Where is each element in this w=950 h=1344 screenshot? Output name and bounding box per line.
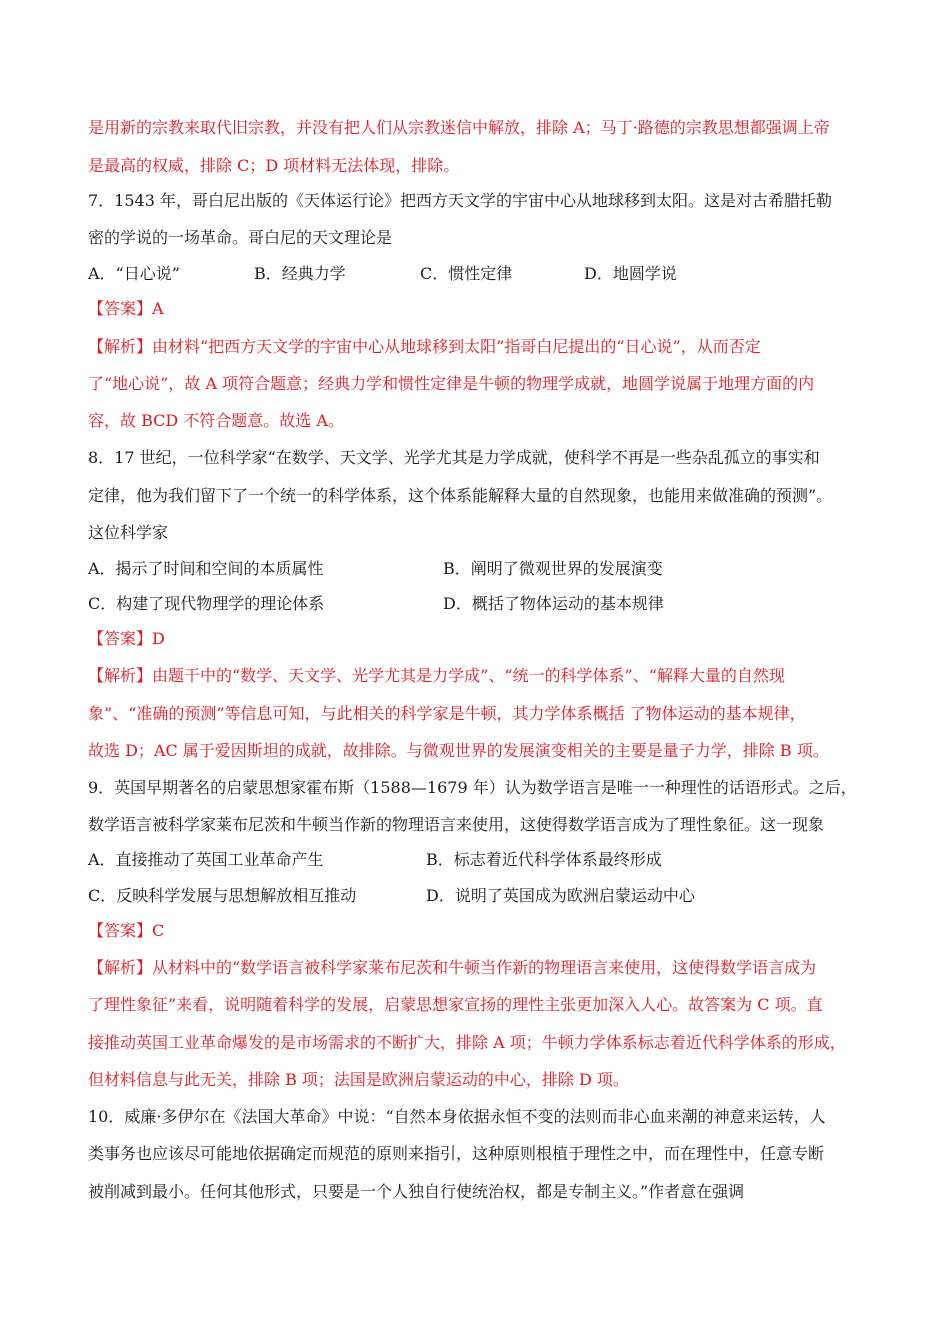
q8-option-b: B．阐明了微观世界的发展演变 [443,559,663,578]
q8-stem-line-3: 这位科学家 [88,523,169,542]
q7-answer: 【答案】A [88,299,164,318]
q9-option-a: A．直接推动了英国工业革命产生 [88,850,324,869]
q8-answer: 【答案】D [88,629,165,648]
q7-option-b: B．经典力学 [254,264,346,283]
q8-stem-line-1: 8．17 世纪，一位科学家“在数学、天文学、光学尤其是力学成就，使科学不再是一些杂乱孤立的事实和 [88,448,820,467]
q9-option-b: B．标志着近代科学体系最终形成 [426,850,662,869]
q8-analysis-line-2: 象”、“准确的预测”等信息可知，与此相关的科学家是牛顿，其力学体系概括 了物体运动的基本规律， [88,704,806,723]
q8-option-d: D．概括了物体运动的基本规律 [443,594,664,613]
prev-analysis-line-1: 是用新的宗教来取代旧宗教，并没有把人们从宗教迷信中解放，排除 A；马丁·路德的宗教思想都强调上帝 [88,118,830,137]
q8-stem-line-2: 定律，他为我们留下了一个统一的科学体系，这个体系能解释大量的自然现象，也能用来做准确的预测”。 [88,486,833,505]
q9-answer: 【答案】C [88,921,165,940]
q9-stem-line-2: 数学语言被科学家莱布尼茨和牛顿当作新的物理语言来使用，这使得数学语言成为了理性象征。这一现象 [88,815,825,834]
q9-analysis-line-1: 【解析】从材料中的“数学语言被科学家莱布尼茨和牛顿当作新的物理语言来使用，这使得数学语言成为 [88,958,817,977]
q9-analysis-line-2: 了理性象征”来看，说明随着科学的发展，启蒙思想家宣扬的理性主张更加深入人心。故答案为 C 项。直 [88,995,823,1014]
q9-analysis-line-4: 但材料信息与此无关，排除 B 项；法国是欧洲启蒙运动的中心，排除 D 项。 [88,1070,629,1089]
q7-option-c: C．惯性定律 [420,264,513,283]
q7-stem-line-1: 7．1543 年，哥白尼出版的《天体运行论》把西方天文学的宇宙中心从地球移到太阳。这是对古希腊托勒 [88,191,832,210]
q8-option-c: C．构建了现代物理学的理论体系 [88,594,325,613]
q9-option-c: C．反映科学发展与思想解放相互推动 [88,886,357,905]
q7-analysis-line-2: 了“地心说”，故 A 项符合题意；经典力学和惯性定律是牛顿的物理学成就，地圆学说属于地理方面的内 [88,374,815,393]
q9-analysis-line-3: 接推动英国工业革命爆发的是市场需求的不断扩大，排除 A 项；牛顿力学体系标志着近代科学体系的形成， [88,1033,846,1052]
q7-stem-line-2: 密的学说的一场革命。哥白尼的天文理论是 [88,228,393,247]
q8-analysis-line-3: 故选 D；AC 属于爱因斯坦的成就，故排除。与微观世界的发展演变相关的主要是量子力学，排除 B 项。 [88,741,829,760]
prev-analysis-line-2: 是最高的权威，排除 C；D 项材料无法体现，排除。 [88,156,460,175]
q10-stem-line-3: 被削减到最小。任何其他形式，只要是一个人独自行使统治权，都是专制主义。”作者意在强调 [88,1182,745,1201]
q9-stem-line-1: 9．英国早期著名的启蒙思想家霍布斯（1588—1679 年）认为数学语言是唯一一种理性的话语形式。之后， [88,778,857,797]
q7-option-d: D．地圆学说 [584,264,677,283]
q8-option-a: A．揭示了时间和空间的本质属性 [88,559,324,578]
q7-analysis-line-3: 容，故 BCD 不符合题意。故选 A。 [88,411,344,430]
q7-option-a: A．“日心说” [88,264,180,283]
q10-stem-line-2: 类事务也应该尽可能地依据确定而规范的原则来指引，这种原则根植于理性之中，而在理性中，任意专断 [88,1144,825,1163]
q10-stem-line-1: 10．威廉·多伊尔在《法国大革命》中说：“自然本身依据永恒不变的法则而非心血来潮的神意来运转，人 [88,1107,826,1126]
q8-analysis-line-1: 【解析】由题干中的“数学、天文学、光学尤其是力学成”、“统一的科学体系”、“解释大量的自然现 [88,666,785,685]
q9-option-d: D．说明了英国成为欧洲启蒙运动中心 [426,886,695,905]
q7-analysis-line-1: 【解析】由材料“把西方天文学的宇宙中心从地球移到太阳”指哥白尼提出的“日心说”，从而否定 [88,337,761,356]
